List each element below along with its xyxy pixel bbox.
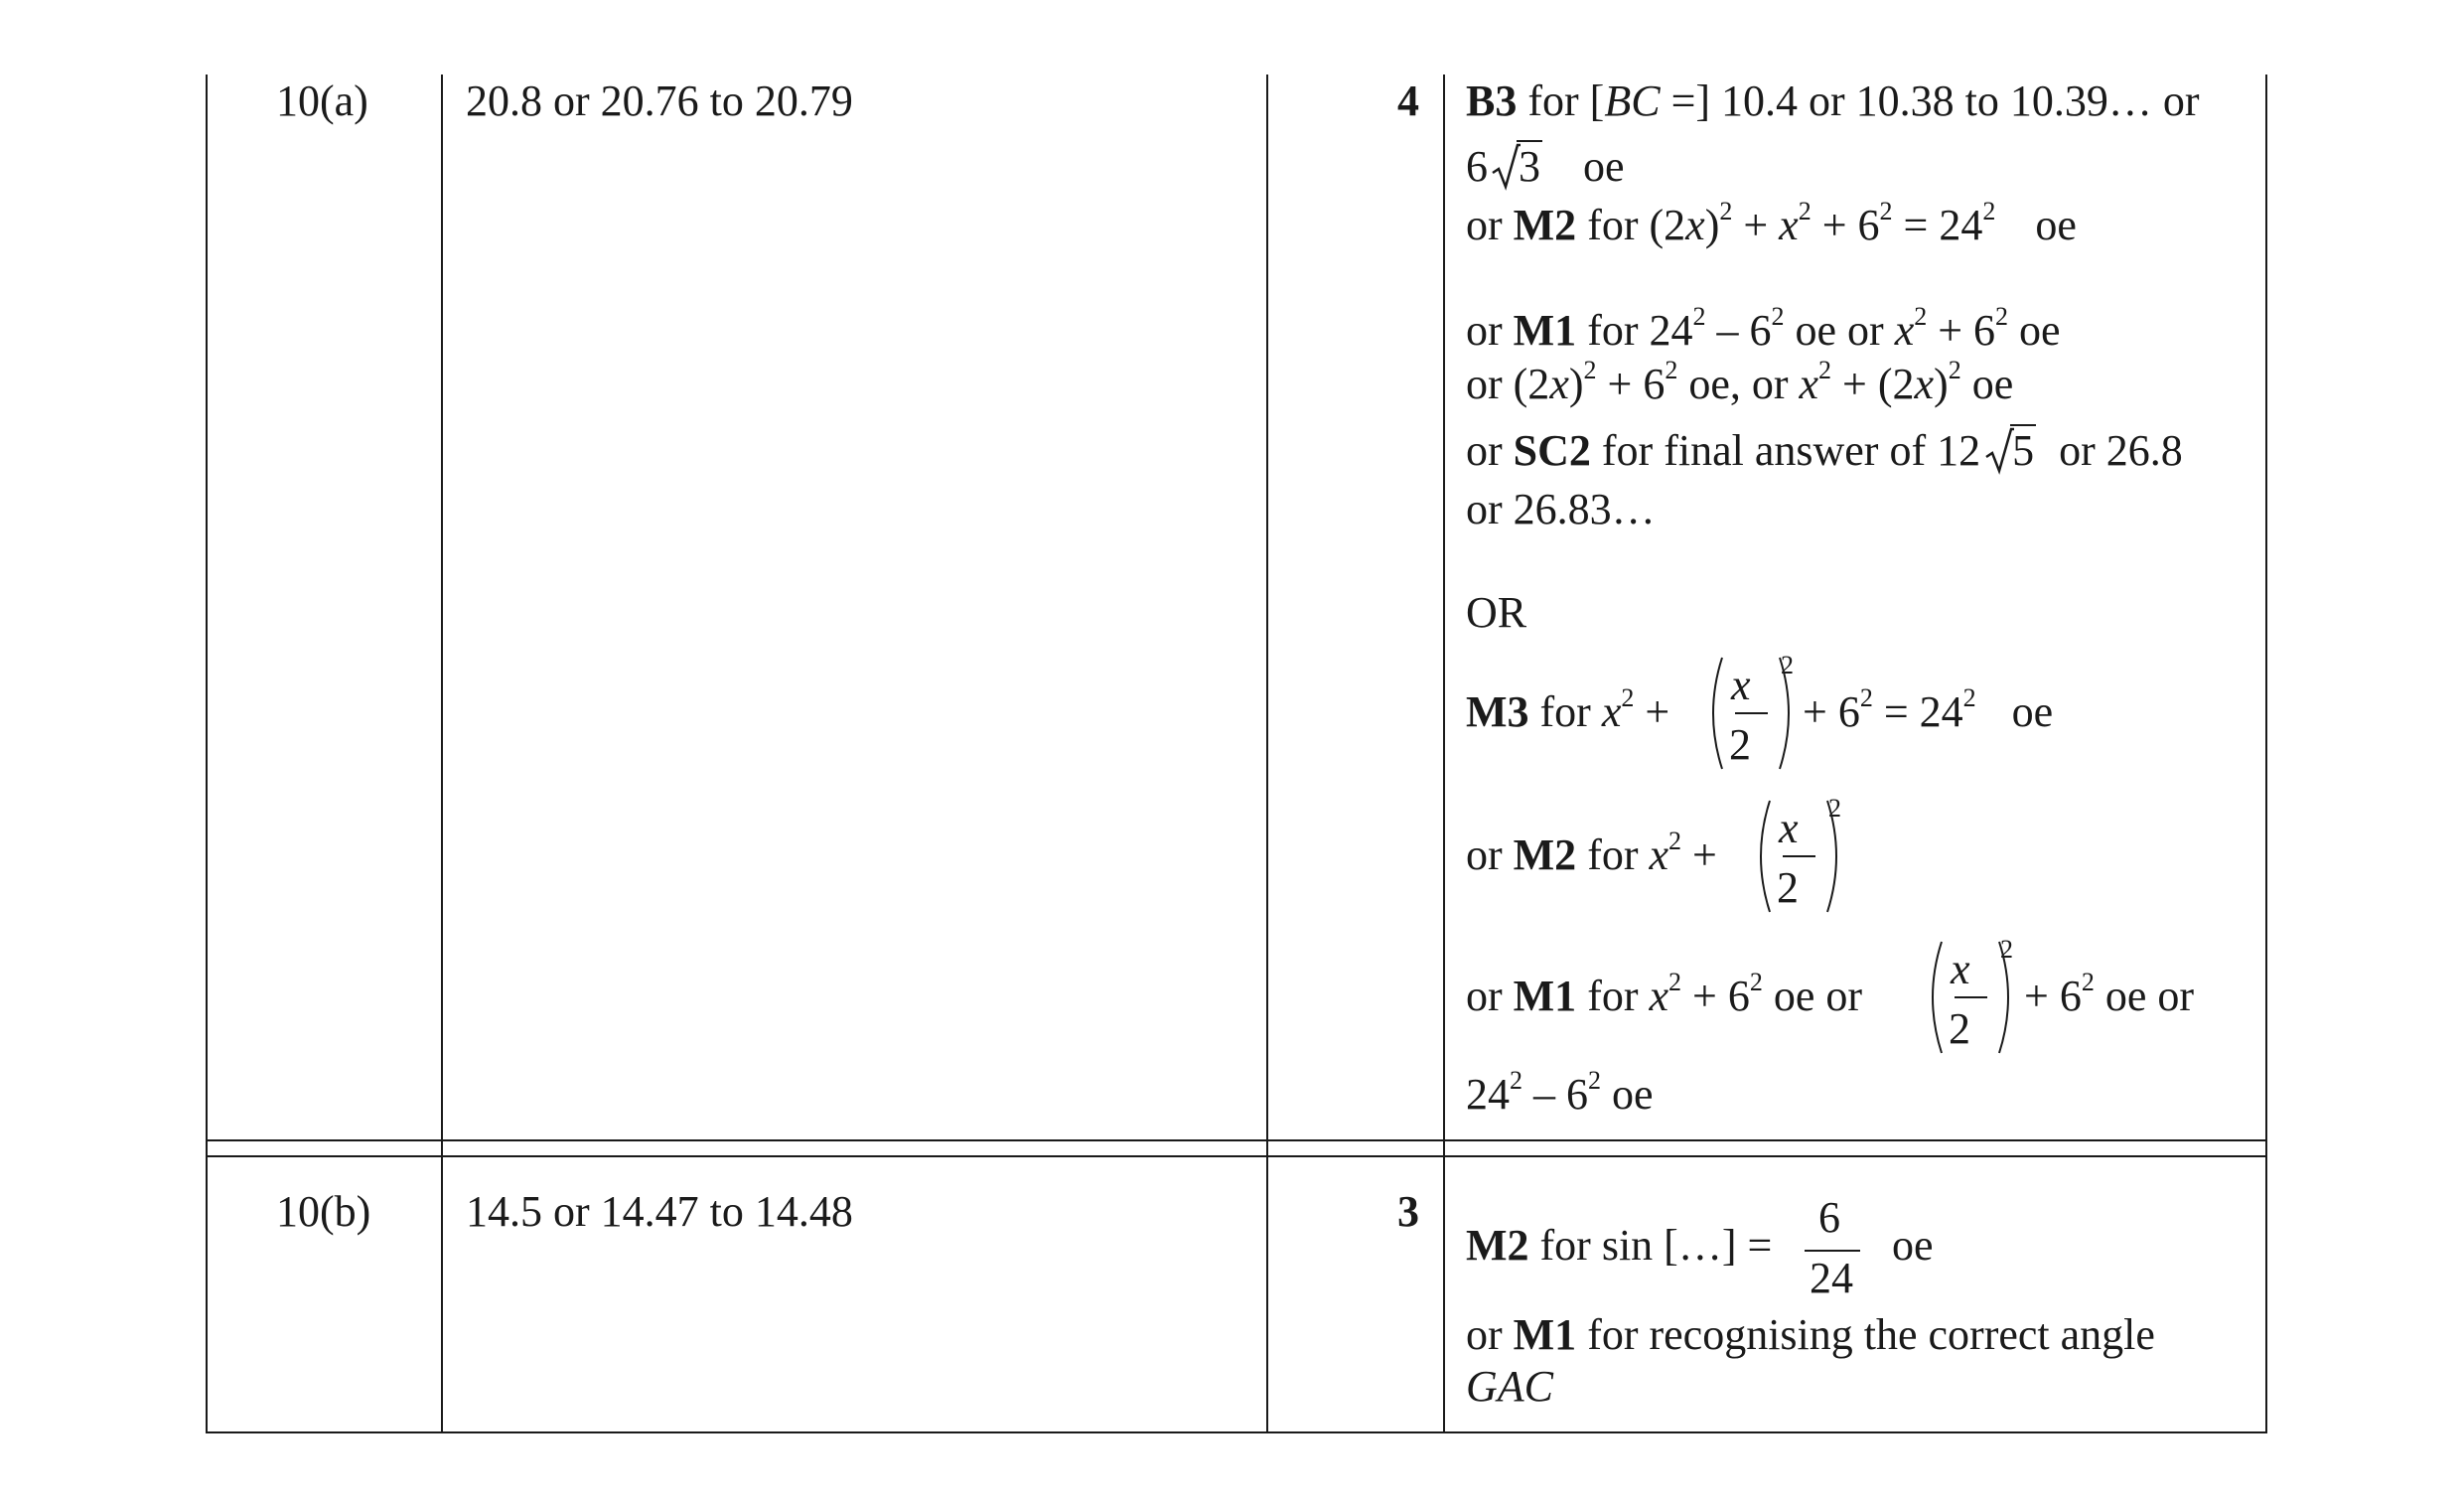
fraction-exponent: 2 (1781, 651, 1794, 679)
fraction-numerator: x (1731, 661, 1751, 709)
guidance-line: or M1 for $24^2 - 6^2$ oe or $x^2 + 6^2$ oe (1466, 302, 2061, 355)
table-border-bottom (206, 1431, 2267, 1433)
row-separator-bottom (206, 1155, 2267, 1157)
fraction-numerator: x (1951, 945, 1970, 993)
answer-cell: 14.5 or 14.47 to 14.48 (466, 1187, 853, 1236)
column-divider-answer (1266, 75, 1268, 1433)
guidance-line: + $6^2 = 24^2$ oe (1803, 683, 2054, 736)
guidance-line: or M1 for recognising the correct angle (1466, 1310, 2155, 1359)
fraction-denominator: 24 (1810, 1254, 1853, 1302)
guidance-line: or $(2x)^2 + 6^2$ oe, or $x^2 + (2x)^2$ oe (1466, 356, 2014, 408)
guidance-line: M2 for sin […] = (1466, 1221, 1773, 1270)
fraction-numerator: 6 (1818, 1193, 1840, 1242)
guidance-line: or SC2 for final answer of 12 5 or 26.8 (1466, 426, 2183, 475)
guidance-line: oe (1892, 1221, 1934, 1270)
fraction-denominator: 2 (1729, 720, 1751, 769)
guidance-line: M3 for $x^2$ + (1466, 683, 1670, 736)
guidance-line: $24^2 - 6^2$ oe (1466, 1066, 1654, 1119)
question-number: 10(a) (276, 76, 368, 125)
guidance-line: or M1 for $x^2 + 6^2$ oe or (1466, 968, 1863, 1020)
guidance-line: GAC (1466, 1362, 1553, 1411)
fraction-exponent: 2 (1828, 794, 1841, 823)
marks-cell: 3 (1397, 1187, 1419, 1236)
marks-cell: 4 (1397, 76, 1419, 125)
guidance-line: or M2 for $(2x)^2 + x^2 + 6^2 = 24^2$ oe (1466, 197, 2077, 249)
fraction-denominator: 2 (1949, 1004, 1970, 1053)
fraction-x-over-2 (1748, 787, 1897, 926)
fraction-exponent: 2 (2000, 935, 2013, 964)
table-border-left (206, 75, 208, 1433)
row-separator-top (206, 1139, 2267, 1141)
guidance-line: or M2 for $x^2$ + (1466, 827, 1717, 879)
table-border-right (2265, 75, 2267, 1433)
guidance-line: or 26.83… (1466, 485, 1656, 533)
bracketed-fraction (1748, 787, 1897, 926)
fraction-numerator: x (1779, 804, 1799, 852)
guidance-line: OR (1466, 588, 1527, 637)
guidance-line: 6 3 oe (1466, 142, 1625, 191)
fraction-bar (1805, 1250, 1860, 1252)
guidance-line: B3 for [BC =] 10.4 or 10.38 to 10.39… or (1466, 76, 2200, 125)
question-number: 10(b) (276, 1187, 371, 1236)
fraction-denominator: 2 (1777, 863, 1799, 912)
column-divider-marks (1443, 75, 1445, 1433)
guidance-line: + $6^2$ oe or (2024, 968, 2195, 1020)
column-divider-question (441, 75, 443, 1433)
answer-cell: 20.8 or 20.76 to 20.79 (466, 76, 853, 125)
